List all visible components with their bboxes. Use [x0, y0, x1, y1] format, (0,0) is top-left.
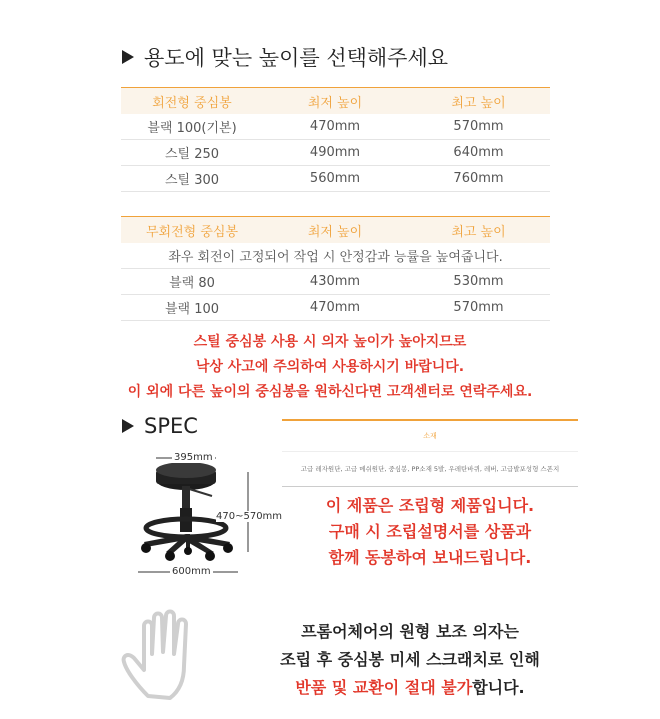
dim-bottom: 600mm: [172, 566, 211, 577]
table-header: 무회전형 중심봉: [121, 217, 263, 244]
material-header: 소재: [282, 419, 578, 452]
warning-rest: 합니다.: [472, 678, 525, 697]
table-row: [121, 166, 550, 192]
dim-side: 470~570mm: [216, 511, 283, 522]
table-cell: 760mm: [407, 166, 550, 192]
table-row: [121, 140, 550, 166]
warning-line-3: [240, 675, 580, 698]
table-cell: 블랙 100(기본): [121, 114, 263, 140]
table-cell: 570mm: [407, 114, 550, 140]
table-cell: 530mm: [407, 269, 550, 295]
spec-title: [122, 414, 198, 438]
height-section-title-text: 용도에 맞는 높이를 선택해주세요: [144, 46, 449, 70]
table-cell: 스틸 300: [121, 166, 263, 192]
warning-line: 프롬어체어의 원형 보조 의자는: [301, 622, 519, 641]
notice-line: 스틸 중심봉 사용 시 의자 높이가 높아지므로: [193, 334, 467, 350]
rotating-height-table: [121, 87, 550, 192]
nonrotating-height-table: [121, 216, 550, 321]
assembly-line: 함께 동봉하여 보내드립니다.: [328, 548, 532, 567]
notice-line: 이 외에 다른 높이의 중심봉을 원하신다면 고객센터로 연락주세요.: [127, 384, 533, 400]
height-section-title: [122, 42, 448, 72]
table-header: 회전형 중심봉: [121, 88, 263, 115]
warning-line: 조립 후 중심봉 미세 스크래치로 인해: [280, 650, 540, 669]
table-row: [121, 114, 550, 140]
notice-line: 낙상 사고에 주의하여 사용하시기 바랍니다.: [195, 359, 465, 375]
table-cell: 470mm: [263, 295, 407, 321]
table-cell: 블랙 100: [121, 295, 263, 321]
table-row: [121, 295, 550, 321]
table-cell: 490mm: [263, 140, 407, 166]
table-cell: 570mm: [407, 295, 550, 321]
table-header-row: [121, 217, 550, 244]
table-header: 최저 높이: [263, 88, 407, 115]
table-row: [121, 269, 550, 295]
triangle-right-icon: [122, 419, 134, 433]
material-panel: [282, 419, 578, 485]
assembly-line: 구매 시 조립설명서를 상품과: [328, 522, 532, 541]
hand-illustration: [118, 604, 218, 704]
dim-top: 395mm: [174, 452, 213, 463]
material-text: 고급 레자원단, 고급 메쉬원단, 중심봉, PP소재 5발, 우레탄바퀴, 레버, 고급발포성형 스폰지: [282, 452, 578, 487]
table-note: 좌우 회전이 고정되어 작업 시 안정감과 능률을 높여줍니다.: [121, 243, 550, 269]
triangle-right-icon: [122, 50, 134, 64]
table-cell: 430mm: [263, 269, 407, 295]
table-cell: 560mm: [263, 166, 407, 192]
table-header: 최고 높이: [407, 88, 550, 115]
table-cell: 470mm: [263, 114, 407, 140]
table-header: 최저 높이: [263, 217, 407, 244]
spec-title-text: SPEC: [144, 414, 198, 438]
table-header-row: [121, 88, 550, 115]
warning-highlight: 반품 및 교환이 절대 불가: [295, 678, 473, 697]
stop-hand-icon: [118, 604, 218, 704]
table-header: 최고 높이: [407, 217, 550, 244]
table-note-row: [121, 243, 550, 269]
table-cell: 블랙 80: [121, 269, 263, 295]
table-cell: 스틸 250: [121, 140, 263, 166]
table-cell: 640mm: [407, 140, 550, 166]
assembly-line: 이 제품은 조립형 제품입니다.: [325, 496, 535, 515]
